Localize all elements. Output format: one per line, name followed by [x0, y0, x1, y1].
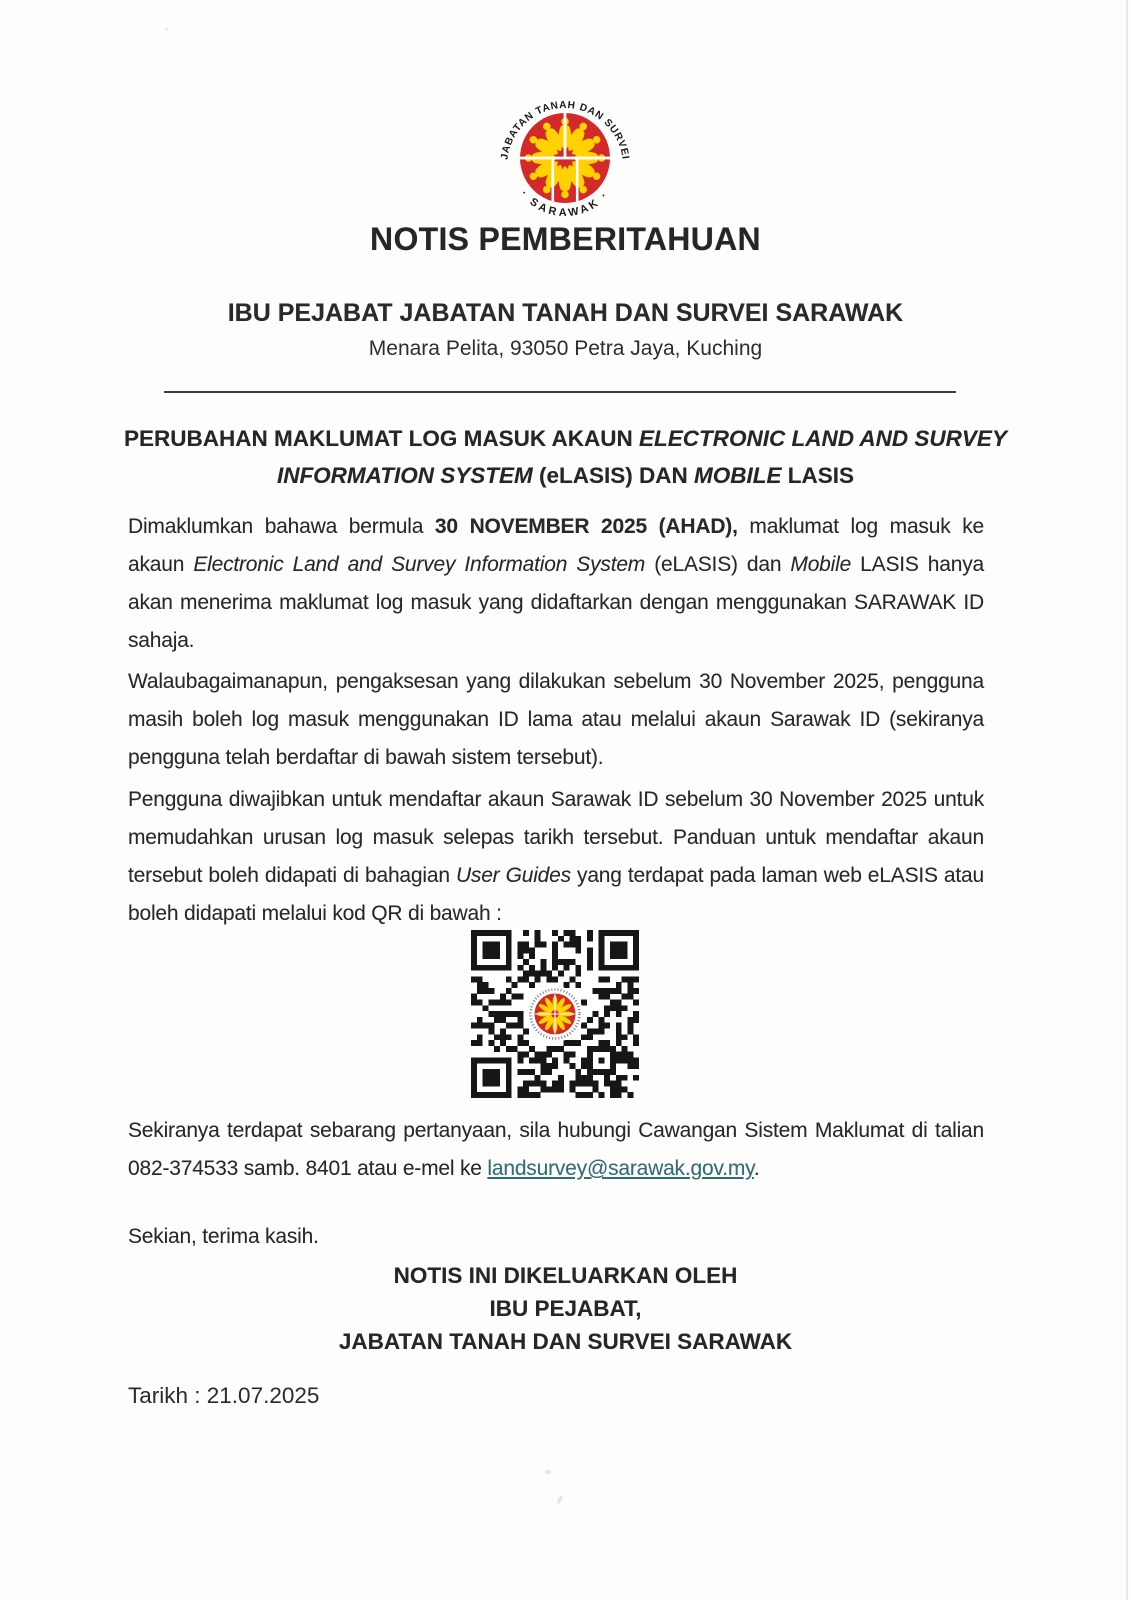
p1-text: (eLASIS) dan	[645, 553, 791, 576]
issuer-block	[0, 1259, 1131, 1358]
p4-text: Sekiranya terdapat sebarang pertanyaan, sila hubungi Cawangan Sistem Maklumat di talian 082-374533 samb. 8401 atau e-mel ke	[128, 1119, 984, 1180]
subject-part: LASIS	[781, 463, 855, 488]
subject-part: (eLASIS) DAN	[532, 463, 695, 488]
scan-speck	[165, 28, 168, 31]
p3-text: Pengguna diwajibkan untuk mendaftar akaun Sarawak ID sebelum 30 November 2025 untuk memudahkan urusan log masuk selepas tarikh tersebut. Panduan untuk mendaftar akaun tersebut boleh didapati di bahagian	[128, 788, 984, 887]
org-address: Menara Pelita, 93050 Petra Jaya, Kuching	[368, 337, 763, 360]
notice-title: NOTIS PEMBERITAHUAN	[370, 221, 761, 257]
subject-part: PERUBAHAN MAKLUMAT LOG MASUK AKAUN	[124, 426, 640, 451]
paragraph-registration	[128, 781, 984, 933]
p4-text: .	[753, 1157, 760, 1180]
subject-heading	[100, 420, 1031, 494]
scan-speck	[545, 1470, 551, 1474]
department-logo	[489, 70, 641, 226]
p1-text: maklumat log masuk ke akaun	[128, 515, 984, 576]
p3-user-guides: User Guides	[455, 864, 571, 887]
logo-arc-bottom-text: · SARAWAK ·	[518, 188, 612, 220]
paragraph-contact	[128, 1112, 984, 1188]
p1-mobile: Mobile	[790, 553, 852, 576]
subject-system-name: ELECTRONIC LAND AND SURVEY INFORMATION SYSTEM	[276, 426, 1007, 488]
logo-arc-top-text: JABATAN TANAH DAN SURVEI	[499, 99, 631, 161]
department-logo-graphic	[489, 70, 641, 226]
paragraph-announcement	[128, 508, 984, 660]
p1-text: LASIS hanya akan menerima maklumat log masuk yang didaftarkan dengan menggunakan SARAWAK ID sahaja.	[128, 553, 984, 652]
divider-rule	[164, 391, 956, 393]
p1-date-bold: 30 NOVEMBER 2025 (AHAD),	[434, 515, 738, 538]
date-line: Tarikh : 21.07.2025	[128, 1383, 320, 1408]
org-name: IBU PEJABAT JABATAN TANAH DAN SURVEI SARAWAK	[227, 299, 904, 327]
subject-mobile: MOBILE	[694, 463, 782, 488]
scan-speck	[556, 1495, 564, 1505]
p3-text: yang terdapat pada laman web eLASIS atau boleh didapati melalui kod QR di bawah :	[128, 864, 984, 925]
qr-code	[471, 930, 639, 1098]
closing-text: Sekian, terima kasih.	[128, 1225, 319, 1248]
issuer-line-1: NOTIS INI DIKELUARKAN OLEH	[393, 1263, 738, 1288]
paragraph-transition: Walaubagaimanapun, pengaksesan yang dilakukan sebelum 30 November 2025, pengguna masih boleh log masuk menggunakan ID lama atau melalui akaun Sarawak ID (sekiranya pengguna telah berdaftar di bawah sistem tersebut).	[128, 670, 984, 769]
email-link[interactable]: landsurvey@sarawak.gov.my	[487, 1157, 754, 1180]
p1-system-name: Electronic Land and Survey Information System	[193, 553, 646, 576]
issuer-line-2: IBU PEJABAT,	[489, 1296, 642, 1321]
issuer-line-3: JABATAN TANAH DAN SURVEI SARAWAK	[338, 1329, 793, 1354]
p1-text: Dimaklumkan bahawa bermula	[128, 515, 435, 538]
qr-center-logo	[526, 985, 584, 1043]
